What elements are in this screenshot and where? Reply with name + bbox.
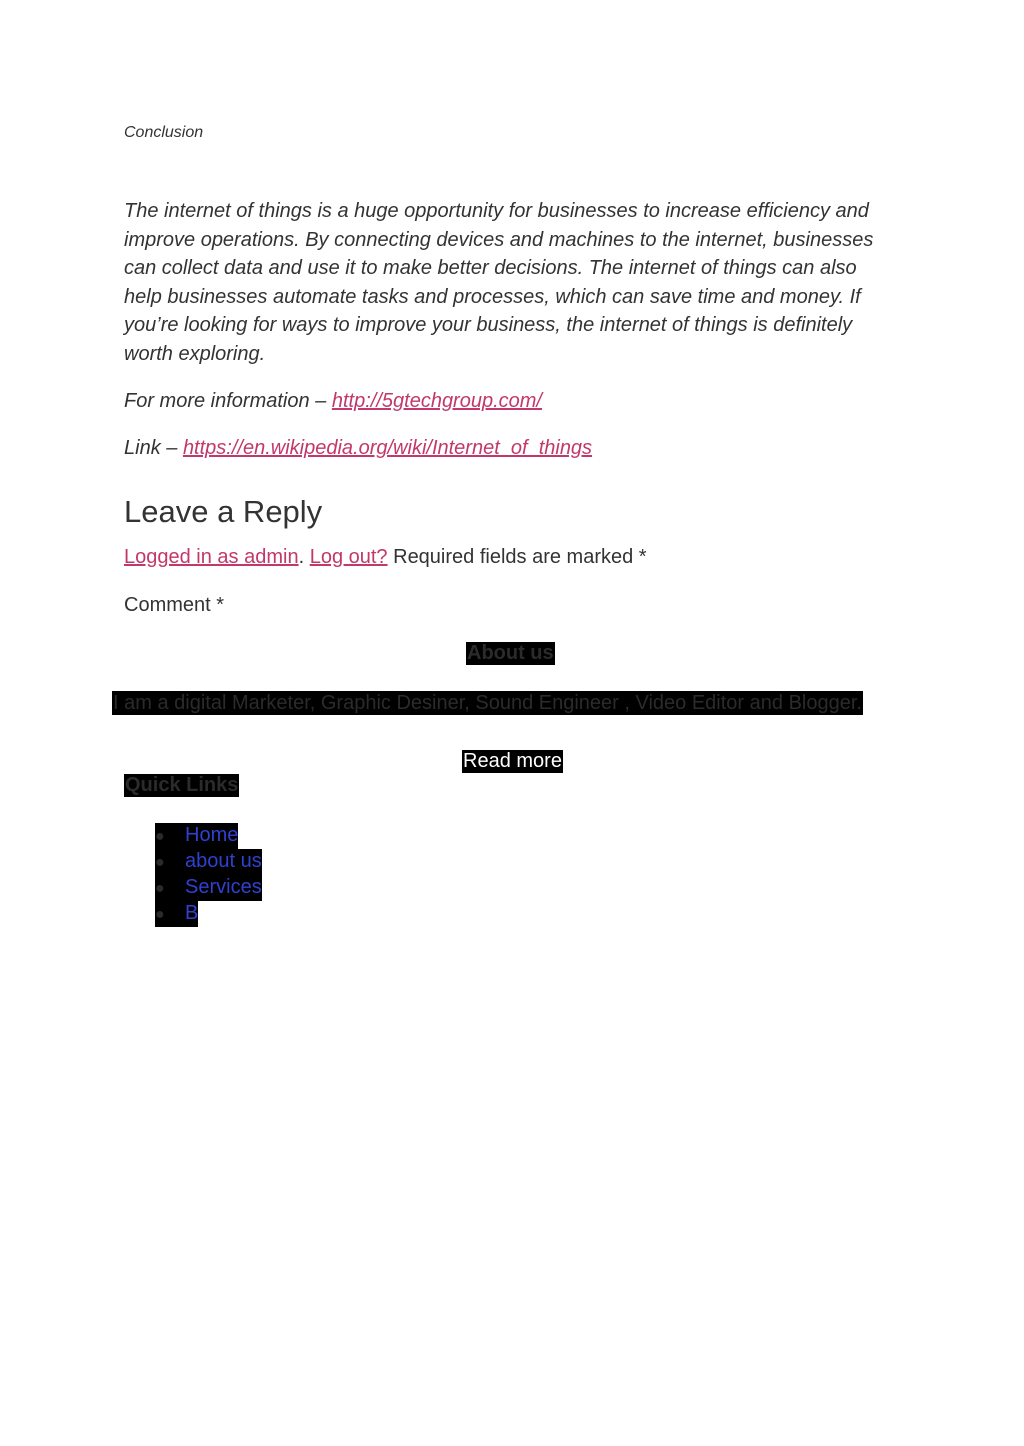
quick-link-b[interactable]: B xyxy=(185,902,199,924)
quick-link-services[interactable]: Services xyxy=(185,876,262,898)
article-body: The internet of things is a huge opportunity for businesses to increase efficiency and improve operations. By connecting devices and machines to the internet, businesses can collect data and use it to make better decisions. The internet of things can also help businesses automate tasks and processes, which can save time and money. If you’re looking for ways to improve your business, the internet of things is definitely worth exploring. xyxy=(124,200,874,365)
quick-link-item-b xyxy=(155,901,198,927)
wiki-link[interactable]: https://en.wikipedia.org/wiki/Internet_of_things xyxy=(182,437,593,459)
logged-in-line xyxy=(124,546,647,569)
logged-in-link[interactable]: Logged in as admin xyxy=(124,546,299,568)
section-label: Conclusion xyxy=(124,124,204,141)
quick-link-about-us[interactable]: about us xyxy=(185,850,262,872)
bullet-icon: ● xyxy=(155,880,165,897)
logout-link[interactable]: Log out? xyxy=(309,546,388,568)
bullet-icon: ● xyxy=(155,854,165,871)
quick-link-home[interactable]: Home xyxy=(185,824,239,846)
more-info-prefix: For more information – xyxy=(124,390,332,412)
quick-link-item-services xyxy=(155,875,262,901)
bullet-icon: ● xyxy=(155,906,165,923)
wiki-link-line xyxy=(124,434,894,463)
comment-label: Comment * xyxy=(124,594,225,616)
reply-heading: Leave a Reply xyxy=(124,494,323,529)
more-info-line xyxy=(124,387,894,416)
more-info-link[interactable]: http://5gtechgroup.com/ xyxy=(331,390,542,412)
about-text: I am a digital Marketer, Graphic Desiner, Sound Engineer , Video Editor and Blogger. xyxy=(113,692,862,714)
about-heading: About us xyxy=(467,642,554,664)
quick-link-item-home xyxy=(155,823,238,849)
quick-links-list xyxy=(155,823,262,927)
quick-link-item-about xyxy=(155,849,262,875)
read-more-link[interactable]: Read more xyxy=(463,750,562,772)
bullet-icon: ● xyxy=(155,828,165,845)
wiki-link-prefix: Link – xyxy=(124,437,183,459)
quick-links-heading: Quick Links xyxy=(125,774,239,796)
logged-in-separator: . xyxy=(298,546,310,568)
required-note: Required fields are marked * xyxy=(387,546,647,568)
